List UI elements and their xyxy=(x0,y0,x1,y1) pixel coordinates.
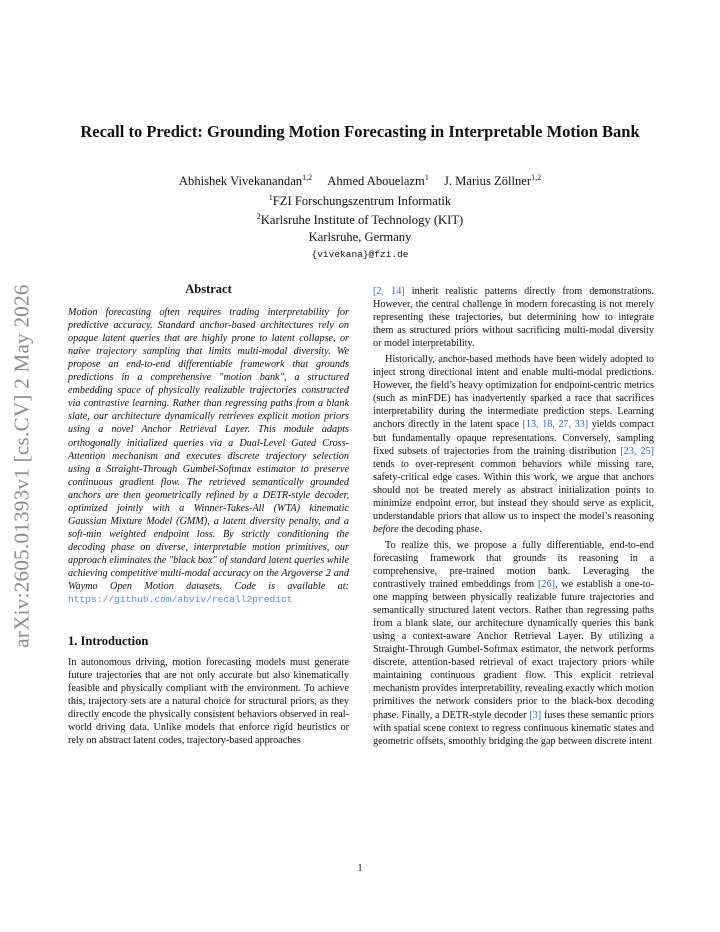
paper-title: Recall to Predict: Grounding Motion Forecasting in Interpretable Motion Bank xyxy=(80,122,640,141)
abstract-heading: Abstract xyxy=(185,282,232,296)
citation-link[interactable]: [2, 14] xyxy=(373,286,405,297)
intro-paragraph-1-continued: [2, 14] inherit realistic patterns directly from demonstrations. However, the central challenge in modern forecasting is not merely representing these trajectories, but determining how to integrate them as structured priors without sacrificing multi-modal diversity or model interpretability. xyxy=(373,286,654,350)
author-list xyxy=(0,170,720,190)
author: Abhishek Vivekanandan$^{1,2}$ xyxy=(178,173,313,189)
author: J. Marius Zöllner$^{1,2}$ xyxy=(443,173,542,189)
right-column xyxy=(373,285,654,748)
author-block xyxy=(0,170,720,263)
citation-link[interactable]: [13, 18, 27, 33] xyxy=(522,419,589,431)
citation-link[interactable]: [3] xyxy=(529,709,542,721)
affiliation-1: $^1$FZI Forschungszentrum Informatik xyxy=(268,192,452,208)
abstract-text: Motion forecasting often requires trading interpretability for predictive accuracy. Standard anchor-based architectures rely on opaque latent queries that are highly prone to latent collapse, or naive trajectory sampling that limits multi-modal diversity. We propose an end-to-end differentiable framework that grounds predictions in a comprehensive "motion bank", a structured embedding space of physically realizable trajectories constructed via contrastive learning. Rather than regressing paths from a blank slate, our architecture dynamically retrieves explicit motion priors using a novel Anchor Retrieval Layer. This module adapts orthogonally initialized queries via a Dual-Level Gated Cross-Attention mechanism and executes discrete trajectory selection using a Straight-Through Gumbel-Softmax estimator to preserve continuous gradient flow. The retrieved semantically grounded anchors are then geometrically refined by a DETR-style decoder, optimized jointly with a Winner-Takes-All (WTA) kinematic Gaussian Mixture Model (GMM), a latent diversity penalty, and a soft-min weighted endpoint loss. By strictly conditioning the decoding phase on diverse, interpretable motion primitives, our approach eliminates the "black box" of standard latent queries while achieving competitive multi-modal accuracy on the Argoverse 2 and Waymo Open Motion datasets. Code is available at: https://github.com/abviv/recall2predict xyxy=(68,307,349,606)
code-link[interactable]: https://github.com/abviv/recall2predict xyxy=(68,594,293,606)
page-number: 1 xyxy=(357,863,363,874)
intro-paragraph-3: To realize this, we propose a fully differentiable, end-to-end forecasting framework that grounds its reasoning in a comprehensive, pre-trained motion bank. Leveraging the contrastively trained embeddings from [26], we establish a one-to-one mapping between physically realizable future trajectories and semantically structured latent vectors. Rather than regressing paths from a blank slate, our architecture dynamically queries this bank using a context-aware Anchor Retrieval Layer. By utilizing a Straight-Through Gumbel-Softmax estimator, the network performs discrete, attention-based retrieval of exact trajectory priors while maintaining continuous gradient flow. This explicit retrieval mechanism provides interpretability, revealing exactly which motion primitives the network considers prior to the black-box decoding phase. Finally, a DETR-style decoder [3] fuses these semantic priors with spatial scene context to regress continuous kinematic states and geometric offsets, smoothly bridging the gap between discrete intent xyxy=(373,539,655,747)
citation-link[interactable]: [23, 25] xyxy=(620,445,654,457)
intro-paragraph-1: In autonomous driving, motion forecasting models must generate future trajectories that are not only accurate but also kinematically feasible and physically compliant with the environment. To achieve this, trajectory sets are a natural choice for structural priors, as they directly encode the physically consistent behaviors observed in real-world driving data. Unlike models that enforce rigid heuristics or rely on abstract latent codes, trajectory-based approaches xyxy=(68,657,349,747)
introduction-heading: 1. Introduction xyxy=(68,634,149,649)
citation-link[interactable]: [26] xyxy=(537,579,555,591)
affiliation-2: $^2$Karlsruhe Institute of Technology (KIT) xyxy=(256,212,464,228)
author: Ahmed Abouelazm$^1$ xyxy=(327,173,429,189)
arxiv-identifier: arXiv:2605.01393v1 [cs.CV] 2 May 2026 xyxy=(9,284,34,648)
intro-paragraph-2: Historically, anchor-based methods have been widely adopted to inject strong directional intent and enable multi-modal predictions. However, the field’s heavy optimization for endpoint-centric metrics (such as minFDE) has inadvertently sparked a race that sacrifices interpretability during the intermediate prediction steps. Learning anchors directly in the latent space [13, 18, 27, 33] yields compact but fundamentally opaque representations. Conversely, sampling fixed subsets of trajectories from the training distribution [23, 25] tends to over-represent common behaviors while missing rare, safety-critical edge cases. Within this work, we argue that anchors should not be treated merely as abstract initialization points to minimize endpoint error, but instead they should serve as explicit, understandable priors that allow us to inspect the model’s reasoning before the decoding phase. xyxy=(373,354,655,535)
location: Karlsruhe, Germany xyxy=(308,230,412,245)
contact-email: {vivekana}@fzi.de xyxy=(311,248,409,260)
left-column xyxy=(68,283,349,748)
